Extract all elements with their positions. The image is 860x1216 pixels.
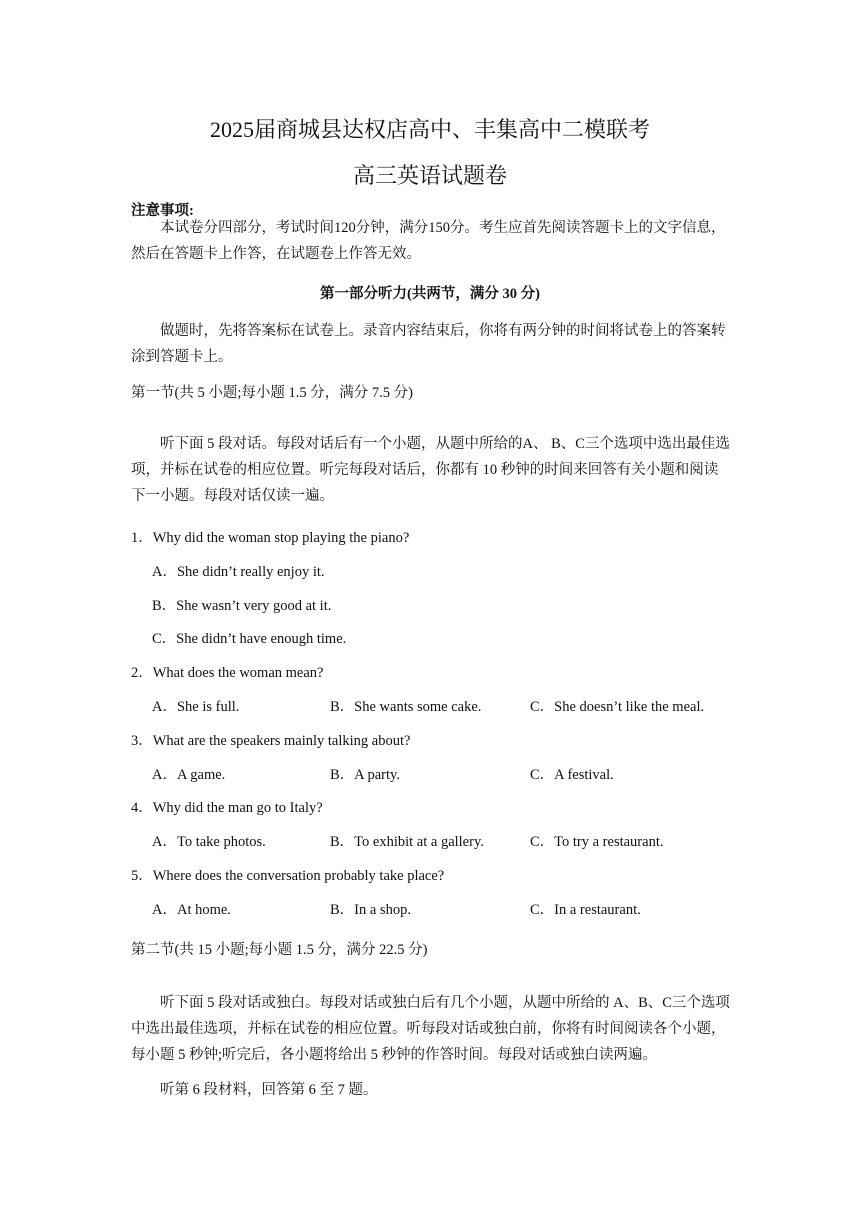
notice-label: 注意事项: — [131, 203, 194, 219]
option-a: A．To take photos. — [152, 834, 266, 850]
option-c: C．A festival. — [530, 767, 614, 783]
option-b: B．She wasn’t very good at it. — [152, 598, 332, 614]
option-a: A．At home. — [152, 902, 231, 918]
option-a: A．A game. — [152, 767, 226, 783]
option-b: B．She wants some cake. — [330, 699, 482, 715]
notice-text: 本试卷分四部分，考试时间120分钟，满分150分。考生应首先阅读答题卡上的文字信息，然后在答题卡上作答，在试题卷上作答无效。 — [131, 220, 726, 262]
part1-intro: 做题时，先将答案标在试卷上。录音内容结束后，你将有两分钟的时间将试卷上的答案转涂到答题卡上。 — [131, 323, 726, 365]
option-b: B．A party. — [330, 767, 400, 783]
option-c: C．In a restaurant. — [530, 902, 641, 918]
section2-instruction: 听下面 5 段对话或独白。每段对话或独白后有几个小题，从题中所给的 A、B、C三个选项中选出最佳选项，并标在试卷的相应位置。听每段对话或独白前，你将有时间阅读各个小题，每小题 5 秒钟;听完后，各小题将给出 5 秒钟的作答时间。每段对话或独白读两遍。 — [131, 995, 730, 1063]
question-stem: 1．Why did the woman stop playing the piano? — [131, 530, 410, 546]
part1-heading: 第一部分听力(共两节，满分 30 分) — [320, 286, 540, 302]
option-b: B．To exhibit at a gallery. — [330, 834, 484, 850]
question-stem: 3．What are the speakers mainly talking about? — [131, 733, 411, 749]
option-c: C．To try a restaurant. — [530, 834, 664, 850]
option-a: A．She didn’t really enjoy it. — [152, 564, 325, 580]
section1-heading: 第一节(共 5 小题;每小题 1.5 分，满分 7.5 分) — [131, 385, 413, 401]
section1-instruction: 听下面 5 段对话。每段对话后有一个小题，从题中所给的A、 B、C三个选项中选出最佳选项，并标在试卷的相应位置。听完每段对话后，你都有 10 秒钟的时间来回答有关小题和阅读下一小题。每段对话仅读一遍。 — [131, 436, 730, 504]
exam-subtitle: 高三英语试题卷 — [352, 163, 507, 188]
question-stem: 5．Where does the conversation probably take place? — [131, 868, 445, 884]
option-c: C．She didn’t have enough time. — [152, 631, 347, 647]
exam-title: 2025届商城县达权店高中、丰集高中二模联考 — [209, 117, 650, 142]
question-stem: 2．What does the woman mean? — [131, 665, 324, 681]
option-a: A．She is full. — [152, 699, 240, 715]
option-b: B．In a shop. — [330, 902, 411, 918]
question-stem: 4．Why did the man go to Italy? — [131, 800, 323, 816]
section2-heading: 第二节(共 15 小题;每小题 1.5 分，满分 22.5 分) — [131, 942, 428, 958]
option-c: C．She doesn’t like the meal. — [530, 699, 705, 715]
material-6-note: 听第 6 段材料，回答第 6 至 7 题。 — [160, 1082, 378, 1098]
